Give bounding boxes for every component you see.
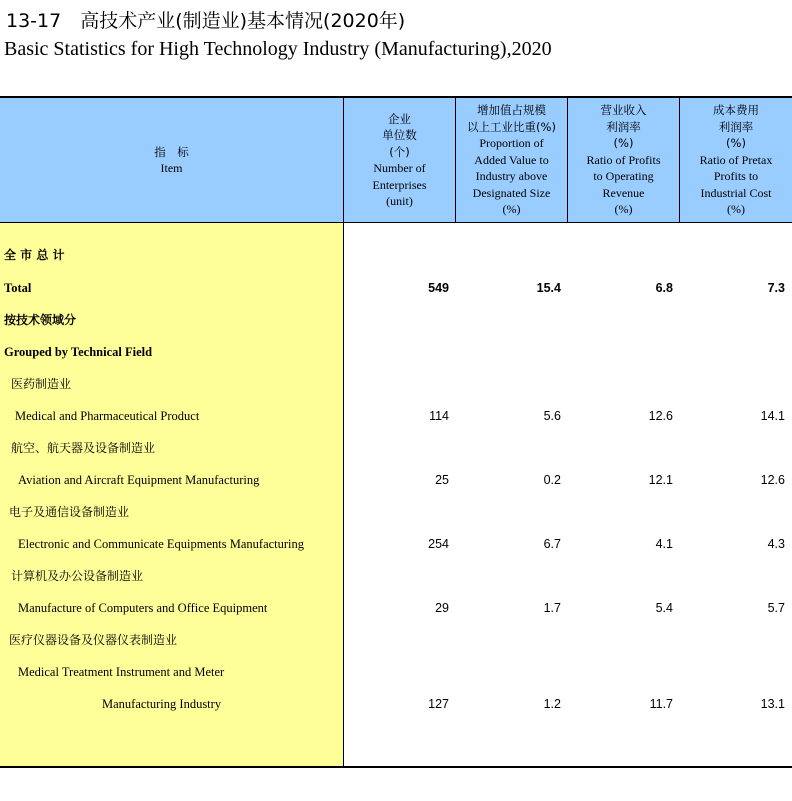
header-profit-revenue [568,98,679,222]
header-enterprises-en3: (unit) [386,194,413,208]
row-label: Manufacture of Computers and Office Equipment [18,601,268,615]
row-value [349,624,449,656]
header-added-en1: Proportion of [479,136,544,151]
row-value [685,368,785,400]
table-row [0,400,792,432]
row-value [461,368,561,400]
row-value: 6.8 [655,281,673,295]
row-value [349,304,449,336]
row-value: 29 [435,601,449,615]
row-label: 医疗仪器设备及仪器仪表制造业 [9,633,178,647]
row-value [573,656,673,688]
row-label: Manufacturing Industry [102,697,222,711]
row-label: Aviation and Aircraft Equipment Manufacturing [18,473,260,487]
row-label: 全 市 总 计 [4,248,65,262]
table-row [0,272,792,304]
row-value [349,336,449,368]
row-value [573,304,673,336]
table-row [0,624,792,656]
row-value [349,432,449,464]
row-value [685,624,785,656]
table-row [0,496,792,528]
table-row [0,368,792,400]
row-value [573,336,673,368]
row-value: 254 [428,537,449,551]
header-enterprises-cn1: 企业 [387,111,411,126]
row-value: 12.1 [648,473,673,487]
row-value: 4.3 [767,537,785,551]
table-row [0,432,792,464]
table-row [0,464,792,496]
header-profit-rev-cn3: (%) [613,136,634,151]
row-value [573,239,673,271]
header-added-cn1: 增加值占规模 [477,103,546,118]
row-value [461,336,561,368]
header-profit-rev-cn2: 利润率 [606,119,641,134]
row-value: 12.6 [760,473,785,487]
row-label: Grouped by Technical Field [4,345,153,359]
row-value [461,656,561,688]
table-row [0,688,792,720]
row-label: Medical and Pharmaceutical Product [15,409,200,423]
header-item-cn: 指 标 [154,144,189,159]
table-bottom-rule [0,766,792,768]
row-value [349,368,449,400]
row-value [685,496,785,528]
table-row [0,239,792,271]
row-value [349,496,449,528]
row-value: 25 [435,473,449,487]
row-value: 549 [428,281,449,295]
table-header [0,98,792,223]
header-profit-rev-en4: (%) [614,202,633,217]
row-value [573,560,673,592]
row-value [461,560,561,592]
row-value [573,496,673,528]
row-value: 15.4 [536,281,561,295]
row-value [461,239,561,271]
row-label: Electronic and Communicate Equipments Manufacturing [18,537,305,551]
header-profit-cost-cn2: 利润率 [718,119,754,134]
row-value [685,656,785,688]
row-value: 1.2 [543,697,561,711]
row-label: Medical Treatment Instrument and Meter [18,665,225,679]
table-row [0,592,792,624]
row-value: 5.7 [767,601,785,615]
row-value [685,239,785,271]
row-value: 7.3 [767,281,785,295]
row-value: 114 [429,409,449,423]
row-value: 11.7 [649,697,673,711]
row-value [461,496,561,528]
header-added-en2: Added Value to [474,152,549,167]
row-value: 5.4 [655,601,673,615]
header-profit-cost-en1: Ratio of Pretax [699,152,773,167]
row-value: 5.6 [543,409,561,423]
row-value: 6.7 [543,537,561,551]
header-profit-cost-en3: Industrial Cost [700,185,772,200]
row-label: 电子及通信设备制造业 [9,505,130,519]
header-enterprises-cn2: 单位数 [382,128,417,142]
row-value: 1.7 [543,601,561,615]
row-value [573,432,673,464]
row-value [461,304,561,336]
header-added-en3: Industry above [475,169,548,184]
row-label: 计算机及办公设备制造业 [11,569,144,583]
table-row [0,304,792,336]
header-profit-cost-en2: Profits to [713,169,759,184]
row-value [349,560,449,592]
header-added-en4: Designated Size [472,185,551,200]
header-enterprises-en1: Number of [373,161,426,175]
row-value [685,304,785,336]
table-row [0,528,792,560]
header-profit-cost-en4: (%) [727,202,745,217]
header-item-en: Item [160,161,183,175]
header-profit-cost [680,98,792,222]
row-value [573,368,673,400]
header-profit-rev-en2: to Operating [593,169,654,184]
header-added-en5: (%) [502,202,521,217]
row-label: 医药制造业 [11,377,72,391]
row-label: Total [4,281,32,295]
row-value: 4.1 [655,537,673,551]
row-value: 0.2 [543,473,561,487]
table-row [0,656,792,688]
row-value: 14.1 [760,409,785,423]
column-divider [567,98,568,223]
header-item [0,98,343,222]
row-value: 13.1 [760,697,785,711]
table-row [0,560,792,592]
header-enterprises-cn3: (个) [389,144,410,159]
row-value: 12.6 [648,409,673,423]
header-enterprises-en2: Enterprises [372,177,427,192]
column-divider [455,98,456,223]
statistics-table [0,96,792,768]
row-value [461,624,561,656]
header-profit-rev-en3: Revenue [602,185,645,200]
row-value [685,432,785,464]
header-added-value [456,98,567,222]
row-value [685,336,785,368]
table-title-cn: 13-17 高技术产业(制造业)基本情况(2020年) [6,10,406,32]
row-value: 127 [428,697,449,711]
column-divider [679,98,680,223]
row-value [349,656,449,688]
row-label: 按技术领域分 [4,313,77,327]
table-title-en: Basic Statistics for High Technology Industry (Manufacturing),2020 [4,38,552,60]
header-profit-cost-cn1: 成本费用 [713,103,759,118]
row-label: 航空、航天器及设备制造业 [11,441,156,455]
table-row [0,336,792,368]
header-profit-cost-cn3: (%) [726,136,746,151]
row-value [461,432,561,464]
row-value [349,239,449,271]
header-added-cn2: 以上工业比重(%) [467,119,556,134]
row-value [685,560,785,592]
row-value [573,624,673,656]
header-enterprises [344,98,455,222]
header-profit-rev-cn1: 营业收入 [600,103,647,118]
header-profit-rev-en1: Ratio of Profits [586,152,661,167]
